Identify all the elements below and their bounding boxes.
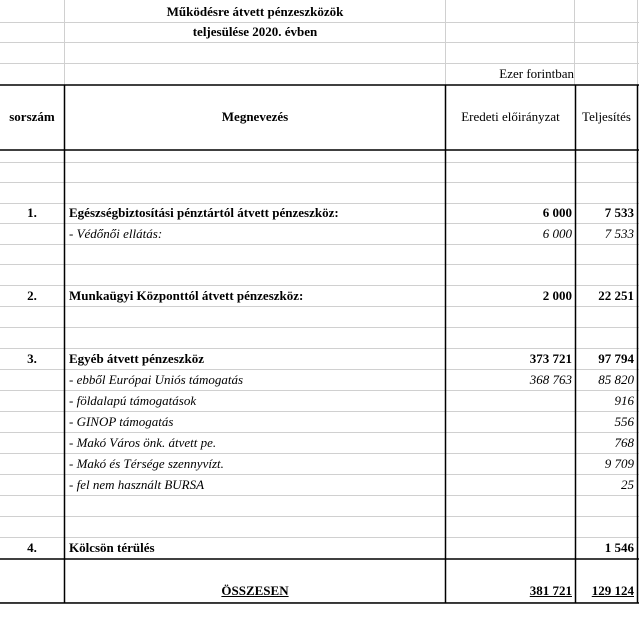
title-line-2: teljesülése 2020. évben xyxy=(192,24,318,39)
header-orig: Eredeti előirányzat xyxy=(461,109,560,124)
row-orig: 2 000 xyxy=(542,288,572,303)
row-num: 2. xyxy=(27,288,37,303)
header-num: sorszám xyxy=(9,109,55,124)
row-actual: 25 xyxy=(621,477,634,492)
row-actual: 97 794 xyxy=(598,351,634,366)
row-orig: 6 000 xyxy=(542,205,572,220)
total-actual: 129 124 xyxy=(591,583,634,598)
unit-label: Ezer forintban xyxy=(499,66,574,81)
row-actual: 7 533 xyxy=(604,205,634,220)
row-name: - ebből Európai Uniós támogatás xyxy=(69,372,244,387)
row-orig: 368 763 xyxy=(529,372,572,387)
row-name: Egyéb átvett pénzeszköz xyxy=(69,351,205,366)
row-actual: 916 xyxy=(614,393,634,408)
row-orig: 373 721 xyxy=(529,351,572,366)
row-actual: 768 xyxy=(614,435,634,450)
row-name: Kölcsön térülés xyxy=(69,540,155,555)
title-line-1: Működésre átvett pénzeszközök xyxy=(166,4,344,19)
row-name: - fel nem használt BURSA xyxy=(69,477,205,492)
row-actual: 85 820 xyxy=(598,372,634,387)
row-name: - Védőnői ellátás: xyxy=(69,226,163,241)
row-actual: 1 546 xyxy=(604,540,634,555)
row-num: 1. xyxy=(27,205,37,220)
header-name: Megnevezés xyxy=(221,109,289,124)
row-name: - Makó és Térsége szennyvízt. xyxy=(69,456,224,471)
row-orig: 6 000 xyxy=(542,226,572,241)
row-name: - Makó Város önk. átvett pe. xyxy=(69,435,217,450)
row-name: - földalapú támogatások xyxy=(69,393,197,408)
row-actual: 7 533 xyxy=(604,226,634,241)
total-orig: 381 721 xyxy=(529,583,572,598)
row-actual: 556 xyxy=(614,414,634,429)
row-num: 3. xyxy=(27,351,37,366)
row-name: Munkaügyi Központtól átvett pénzeszköz: xyxy=(69,288,304,303)
total-label: ÖSSZESEN xyxy=(221,583,289,598)
row-name: - GINOP támogatás xyxy=(69,414,174,429)
row-actual: 22 251 xyxy=(598,288,634,303)
header-actual: Teljesítés xyxy=(582,109,631,124)
row-name: Egészségbiztosítási pénztártól átvett pénzeszköz: xyxy=(69,205,339,220)
row-actual: 9 709 xyxy=(604,456,634,471)
row-num: 4. xyxy=(27,540,37,555)
